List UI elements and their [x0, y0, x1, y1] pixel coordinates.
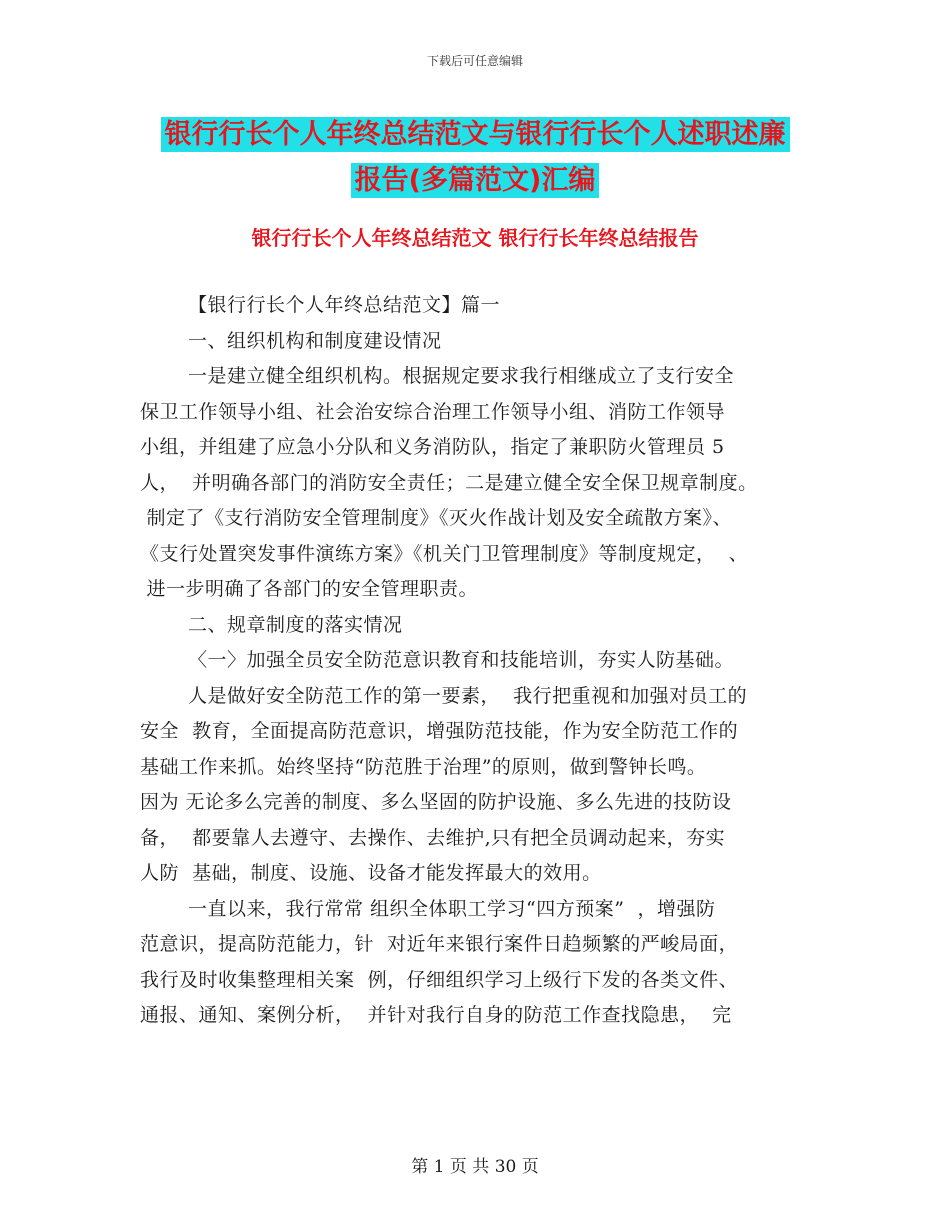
paragraph-line: 进一步明确了各部门的安全管理职责。	[140, 578, 479, 600]
paragraph-line: 备， 都要靠人去遵守、去操作、去维护,只有把全员调动起来，夯实	[140, 826, 726, 849]
page-number-footer: 第 1 页 共 30 页	[411, 1157, 539, 1177]
paragraph-line: 〈一〉加强全员安全防范意识教育和技能培训，夯实人防基础。	[188, 649, 735, 671]
section-subtitle: 银行行长个人年终总结范文 银行行长年终总结报告	[251, 226, 699, 250]
paragraph-line: 因为 无论多么完善的制度、多么坚固的防护设施、多么先进的技防设	[140, 791, 732, 813]
paragraph-line: 一、组织机构和制度建设情况	[188, 329, 442, 352]
paragraph-line: 范意识，提高防范能力，针 对近年来银行案件日趋频繁的严峻局面，	[140, 933, 739, 955]
paragraph-line: 二、规章制度的落实情况	[188, 613, 403, 636]
paragraph-line: 通报、通知、案例分析， 并针对我行自身的防范工作查找隐患， 完	[140, 1004, 732, 1026]
paragraph-line: 一直以来，我行常常 组织全体职工学习“四方预案” ，增强防	[188, 897, 716, 920]
paragraph-line: 《支行处置突发事件演练方案》《机关门卫管理制度》等制度规定， 、	[140, 542, 749, 565]
paragraph-line: 制定了《支行消防安全管理制度》《灭火作战计划及安全疏散方案》、	[140, 507, 733, 529]
paragraph-line: 安全 教育，全面提高防范意识，增强防范技能，作为安全防范工作的	[140, 720, 739, 742]
paragraph-line: 保卫工作领导小组、社会治安综合治理工作领导小组、消防工作领导	[140, 400, 726, 423]
document-body	[140, 288, 820, 1034]
title-line-2: 报告(多篇范文)汇编	[351, 163, 600, 198]
paragraph-line: 人防 基础，制度、设施、设备才能发挥最大的效用。	[140, 862, 602, 884]
title-line-1: 银行行长个人年终总结范文与银行行长个人述职述廉	[161, 117, 790, 152]
paragraph-line: 小组，并组建了应急小分队和义务消防队，指定了兼职防火管理员 5	[140, 436, 725, 458]
paragraph-line: 人是做好安全防范工作的第一要素， 我行把重视和加强对员工的	[188, 684, 748, 707]
page-header-note: 下载后可任意编辑	[426, 54, 523, 68]
paragraph-line: 【银行行长个人年终总结范文】篇一	[188, 294, 501, 316]
paragraph-line: 我行及时收集整理相关案 例，仔细组织学习上级行下发的各类文件、	[140, 968, 739, 991]
paragraph-line: 基础工作来抓。始终坚持“防范胜于治理”的原则，做到警钟长鸣。	[140, 755, 707, 778]
paragraph-line: 一是建立健全组织机构。根据规定要求我行相继成立了支行安全	[188, 365, 735, 387]
document-title	[0, 112, 950, 204]
paragraph-line: 人， 并明确各部门的消防安全责任；二是建立健全安全保卫规章制度。	[140, 471, 758, 494]
